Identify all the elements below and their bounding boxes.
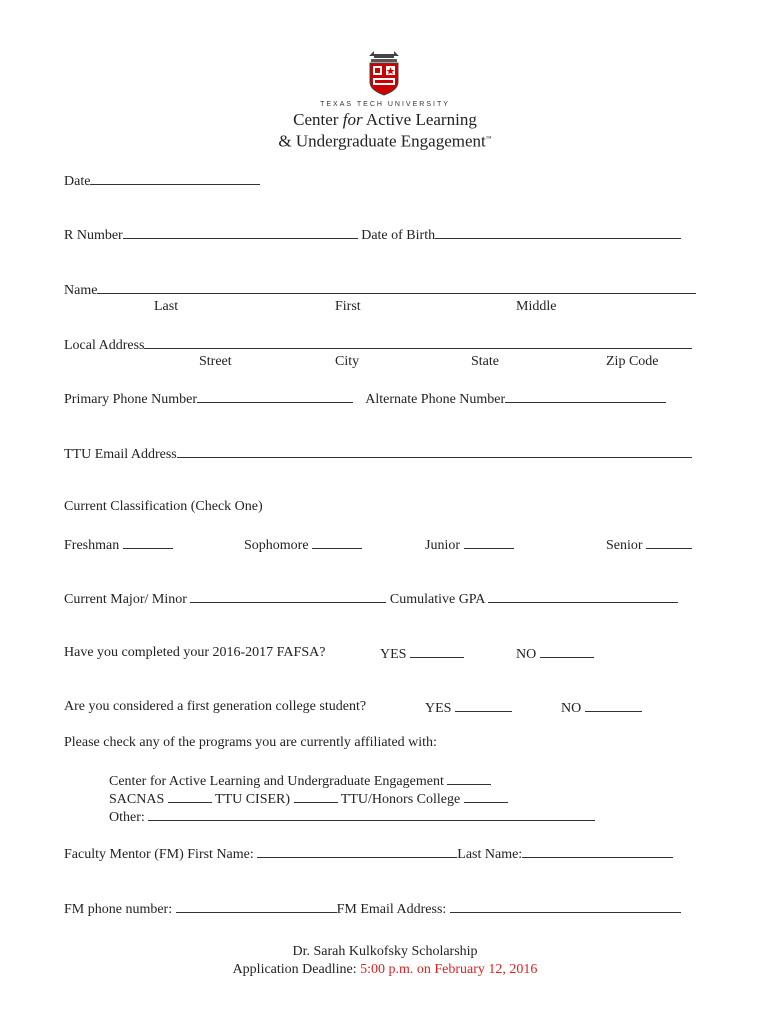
deadline-value: 5:00 p.m. on February 12, 2016 (360, 962, 538, 977)
fafsa-no-label: NO (516, 647, 537, 662)
fafsa-yes-field[interactable] (410, 644, 464, 658)
fafsa-yes-label: YES (380, 647, 407, 662)
fm-phone-field[interactable] (176, 899, 337, 913)
program-other-label: Other: (109, 810, 145, 825)
center-name-line1: Center for Active Learning (293, 110, 477, 129)
phone-row (64, 389, 666, 409)
date-label: Date (64, 174, 91, 189)
first-gen-no-label: NO (561, 701, 582, 716)
rnumber-label: R Number (64, 228, 123, 243)
date-row (64, 171, 260, 191)
program-row-2 (109, 789, 508, 809)
address-field[interactable] (144, 335, 692, 349)
fm-first-label: Faculty Mentor (FM) First Name: (64, 847, 254, 862)
fafsa-yes-option (380, 644, 464, 664)
sophomore-option (244, 535, 362, 555)
program-other-field[interactable] (148, 807, 595, 821)
rnumber-row (64, 225, 681, 245)
first-gen-no-field[interactable] (585, 698, 642, 712)
address-city-caption: City (335, 354, 360, 369)
address-row (64, 335, 692, 355)
fm-email-label: FM Email Address: (336, 902, 447, 917)
programs-question: Please check any of the programs you are currently affiliated with: (64, 735, 437, 750)
name-field[interactable] (97, 280, 696, 294)
name-row (64, 280, 696, 300)
deadline-label: Application Deadline: (232, 962, 361, 977)
alternate-phone-label: Alternate Phone Number (365, 392, 506, 407)
address-label: Local Address (64, 338, 145, 353)
date-field[interactable] (90, 171, 260, 185)
junior-option (425, 535, 514, 555)
fm-last-field[interactable] (522, 844, 673, 858)
rnumber-field[interactable] (123, 225, 358, 239)
classification-heading: Current Classification (Check One) (64, 499, 263, 514)
freshman-check-field[interactable] (123, 535, 173, 549)
junior-check-field[interactable] (464, 535, 514, 549)
program-sacnas-field[interactable] (168, 789, 212, 803)
ttu-shield-logo (366, 50, 402, 96)
university-name: TEXAS TECH UNIVERSITY (320, 101, 450, 108)
program-ciser-field[interactable] (294, 789, 338, 803)
first-gen-no-option (561, 698, 642, 718)
junior-label: Junior (425, 538, 460, 553)
ttu-email-field[interactable] (177, 444, 692, 458)
center-name-line2: & Undergraduate Engagement™ (278, 131, 492, 151)
primary-phone-field[interactable] (197, 389, 353, 403)
dob-field[interactable] (435, 225, 681, 239)
alternate-phone-field[interactable] (505, 389, 666, 403)
name-last-caption: Last (154, 299, 179, 314)
first-gen-yes-option (425, 698, 512, 718)
fm-phone-label: FM phone number: (64, 902, 173, 917)
sophomore-check-field[interactable] (312, 535, 362, 549)
program-ciser-label: TTU CISER) (215, 792, 291, 807)
program-honors-field[interactable] (464, 789, 508, 803)
ttu-email-label: TTU Email Address (64, 447, 177, 462)
dob-label: Date of Birth (361, 228, 436, 243)
fm-contact-row (64, 899, 681, 919)
freshman-option (64, 535, 173, 555)
address-zip-caption: Zip Code (606, 354, 659, 369)
program-sacnas-label: SACNAS (109, 792, 165, 807)
email-row (64, 444, 692, 464)
major-minor-field[interactable] (190, 589, 386, 603)
senior-label: Senior (606, 538, 643, 553)
scholarship-title: Dr. Sarah Kulkofsky Scholarship (292, 944, 478, 959)
first-gen-yes-label: YES (425, 701, 452, 716)
program-caleue-field[interactable] (447, 771, 491, 785)
fm-first-field[interactable] (257, 844, 457, 858)
major-minor-label: Current Major/ Minor (64, 592, 187, 607)
gpa-field[interactable] (488, 589, 678, 603)
gpa-label: Cumulative GPA (389, 592, 485, 607)
first-gen-question: Are you considered a first generation college student? (64, 699, 367, 714)
program-other-row (109, 807, 595, 827)
primary-phone-label: Primary Phone Number (64, 392, 197, 407)
senior-check-field[interactable] (646, 535, 692, 549)
senior-option (606, 535, 692, 555)
name-middle-caption: Middle (516, 299, 557, 314)
fafsa-question: Have you completed your 2016-2017 FAFSA? (64, 645, 326, 660)
name-first-caption: First (335, 299, 361, 314)
program-caleue-label: Center for Active Learning and Undergraduate Engagement (109, 774, 444, 789)
name-label: Name (64, 283, 98, 298)
address-state-caption: State (471, 354, 499, 369)
address-street-caption: Street (199, 354, 232, 369)
program-honors-label: TTU/Honors College (340, 792, 461, 807)
freshman-label: Freshman (64, 538, 120, 553)
fm-email-field[interactable] (450, 899, 681, 913)
fafsa-no-option (516, 644, 594, 664)
major-gpa-row (64, 589, 678, 609)
fm-last-label: Last Name: (457, 847, 523, 862)
fafsa-no-field[interactable] (540, 644, 594, 658)
trademark-symbol: ™ (485, 136, 492, 142)
fm-name-row (64, 844, 673, 864)
deadline-line (0, 960, 770, 979)
first-gen-yes-field[interactable] (455, 698, 512, 712)
sophomore-label: Sophomore (244, 538, 309, 553)
program-caleue-row (109, 771, 491, 791)
